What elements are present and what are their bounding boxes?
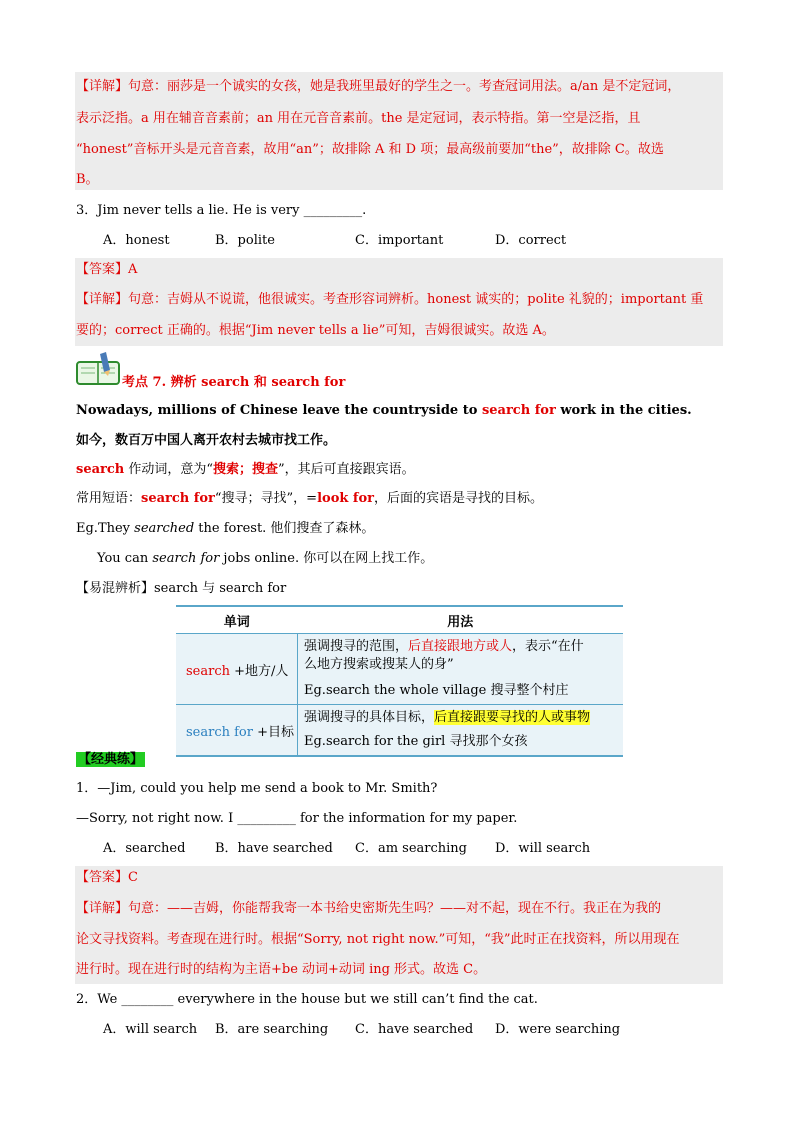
detail-line: “honest”音标开头是元音音素，故用“an”；故排除 A 和 D 项；最高级前要加“the”，故排除 C。故选	[76, 142, 664, 157]
option-c: C．important	[355, 233, 444, 248]
book-pencil-icon	[76, 350, 122, 386]
detail-line: 【详解】句意：吉姆从不说谎，他很诚实。考查形容词辨析。honest 诚实的；polite 礼貌的；important 重	[76, 292, 704, 307]
option-a: A．will search	[103, 1022, 198, 1037]
table-header-row	[176, 606, 623, 634]
option-b: B．are searching	[215, 1022, 329, 1037]
word-cell: search +地方/人	[176, 634, 298, 705]
word-cell: search for +目标	[176, 705, 298, 757]
option-b: B．polite	[215, 233, 275, 248]
example-sentence-2: You can search for jobs online. 你可以在网上找工作。	[97, 551, 434, 566]
example-en: Nowadays, millions of Chinese leave the countryside to search for work in the cities.	[76, 403, 692, 418]
table-row	[176, 634, 623, 705]
detail-line: 进行时。现在进行时的结构为主语+be 动词+动词 ing 形式。故选 C。	[76, 962, 487, 977]
detail-line: 论文寻找资料。考查现在进行时。根据“Sorry, not right now.”可知，“我”此时正在找资料，所以用现在	[76, 932, 680, 947]
detail-line: B。	[76, 172, 99, 187]
table-row	[176, 705, 623, 757]
detail-line: 表示泛指。a 用在辅音音素前；an 用在元音音素前。the 是定冠词，表示特指。第一空是泛指，且	[76, 111, 641, 126]
confuse-heading: 【易混辨析】search 与 search for	[76, 581, 287, 596]
option-a: A．searched	[103, 841, 186, 856]
example-sentence-1: Eg.They searched the forest. 他们搜查了森林。	[76, 521, 375, 536]
table-header: 单词	[176, 606, 298, 634]
question-stem: 1．—Jim, could you help me send a book to Mr. Smith?	[76, 781, 438, 796]
question-stem: 3．Jim never tells a lie. He is very _________.	[76, 203, 367, 218]
option-b: B．have searched	[215, 841, 333, 856]
option-d: D．were searching	[495, 1022, 621, 1037]
search-definition: search 作动词，意为“搜索；搜查”，其后可直接跟宾语。	[76, 462, 415, 477]
usage-cell: 强调搜寻的范围，后直接跟地方或人，表示“在什 么地方搜索或搜某人的身” Eg.search the whole village 搜寻整个村庄	[298, 634, 624, 705]
common-phrase: 常用短语：search for“搜寻；寻找”，=look for，后面的宾语是寻找的目标。	[76, 491, 544, 506]
detail-line: 【详解】句意：丽莎是一个诚实的女孩，她是我班里最好的学生之一。考查冠词用法。a/an 是不定冠词，	[76, 79, 681, 94]
detail-line: 要的；correct 正确的。根据“Jim never tells a lie”可知，吉姆很诚实。故选 A。	[76, 323, 555, 338]
usage-table	[176, 605, 623, 757]
table-header: 用法	[298, 606, 624, 634]
option-c: C．have searched	[355, 1022, 474, 1037]
option-d: D．will search	[495, 841, 591, 856]
detail-line: 【详解】句意：——吉姆，你能帮我寄一本书给史密斯先生吗？——对不起，现在不行。我正在为我的	[76, 901, 662, 916]
answer-line: 【答案】C	[76, 870, 138, 885]
point-title: 考点 7. 辨析 search 和 search for	[122, 375, 346, 390]
practice-badge: 【经典练】	[78, 752, 144, 767]
option-d: D．correct	[495, 233, 567, 248]
answer-line: 【答案】A	[76, 262, 138, 277]
option-c: C．am searching	[355, 841, 467, 856]
question-stem: 2．We ________ everywhere in the house but we still can’t find the cat.	[76, 992, 538, 1007]
option-a: A．honest	[103, 233, 170, 248]
question-stem: —Sorry, not right now. I _________ for the information for my paper.	[76, 811, 518, 826]
example-cn: 如今，数百万中国人离开农村去城市找工作。	[76, 433, 337, 448]
usage-cell: 强调搜寻的具体目标，后直接跟要寻找的人或事物 Eg.search for the girl 寻找那个女孩	[298, 705, 624, 757]
